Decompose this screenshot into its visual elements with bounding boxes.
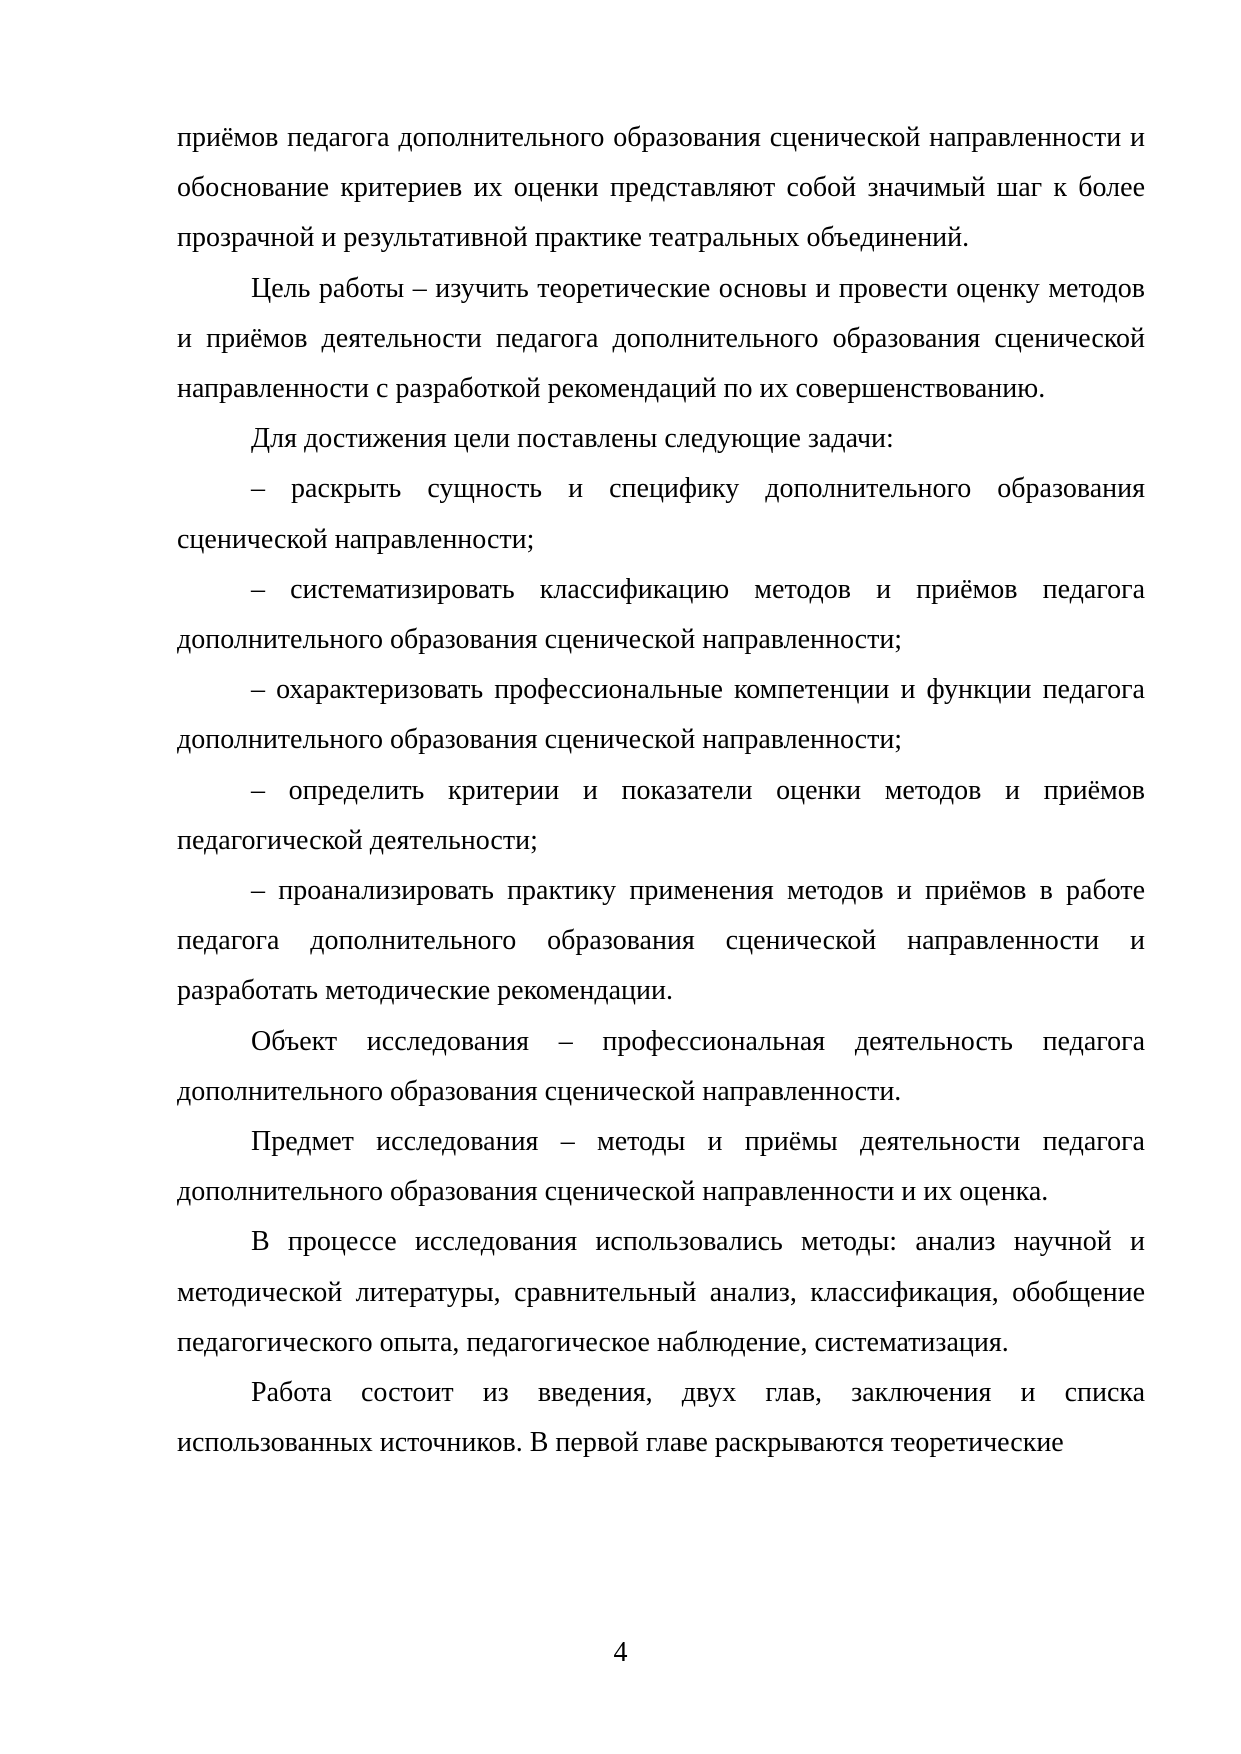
task-item-1: – раскрыть сущность и специфику дополнительного образования сценической направленности; — [177, 473, 1145, 555]
paragraph-methods: В процессе исследования использовались методы: анализ научной и методической литературы, сравнительный анализ, классификация, обобщение педагогического опыта, педагогическое наблюдение, систематизация. — [177, 1226, 1145, 1358]
task-item-3: – охарактеризовать профессиональные компетенции и функции педагога дополнительного образования сценической направленности; — [177, 674, 1145, 756]
task-item-4: – определить критерии и показатели оценки методов и приёмов педагогической деятельности; — [177, 774, 1145, 856]
task-item-5: – проанализировать практику применения методов и приёмов в работе педагога дополнительного образования сценической направленности и разработать методические рекомендации. — [177, 875, 1145, 1007]
paragraph-structure: Работа состоит из введения, двух глав, заключения и списка использованных источников. В первой главе раскрываются теоретические — [177, 1377, 1145, 1459]
paragraph-continuation: приёмов педагога дополнительного образования сценической направленности и обоснование критериев их оценки представляют собой значимый шаг к более прозрачной и результативной практике театральных объединений. — [177, 122, 1145, 254]
paragraph-tasks-intro: Для достижения цели поставлены следующие задачи: — [251, 423, 894, 455]
paragraph-goal: Цель работы – изучить теоретические основы и провести оценку методов и приёмов деятельности педагога дополнительного образования сценической направленности с разработкой рекомендаций по их совершенствованию. — [177, 272, 1145, 405]
page-number: 4 — [613, 1637, 628, 1668]
task-item-2: – систематизировать классификацию методов и приёмов педагога дополнительного образования сценической направленности; — [177, 573, 1145, 656]
page-body — [177, 113, 1145, 1468]
paragraph-subject: Предмет исследования – методы и приёмы деятельности педагога дополнительного образования сценической направленности и их оценка. — [177, 1126, 1145, 1208]
paragraph-object: Объект исследования – профессиональная деятельность педагога дополнительного образования сценической направленности. — [177, 1025, 1145, 1107]
